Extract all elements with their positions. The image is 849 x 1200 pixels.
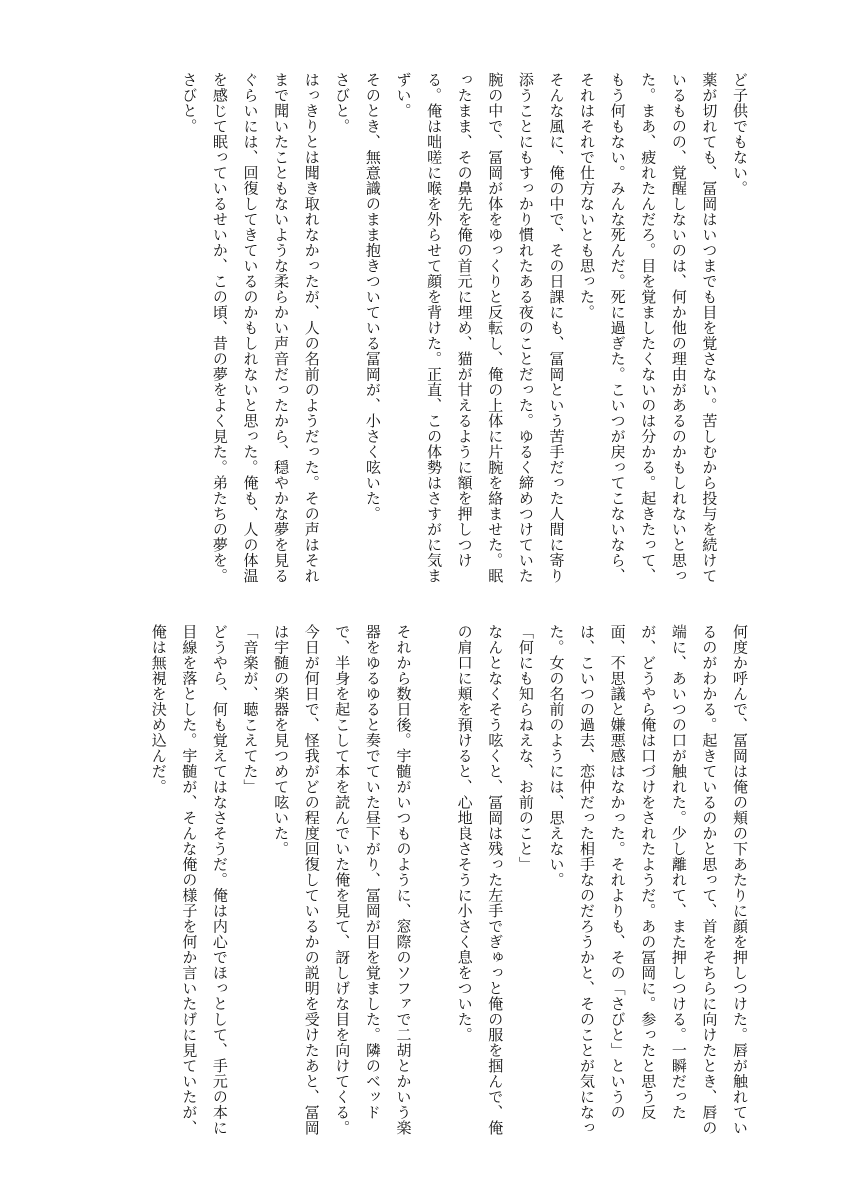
- upper-text-block: [95, 72, 755, 588]
- paragraph: 何度か呼んで、冨岡は俺の頬の下あたりに顔を押しつけた。唇が触れているのがわかる。起きているのかと思って、首をそちらに向けたとき、唇の端に、あいつの口が触れた。少し離れて、また押しつける。一瞬だったが、どうやら俺は口づけをされたようだ。あの冨岡に。参ったと思う反面、不思議と嫌悪感はなかった。それよりも、その「さびと」というのは、こいつの過去、恋仲だった相手なのだろうかと、そのことが気になった。女の名前のようには、思えない。: [547, 624, 749, 1136]
- paragraph: さびと。: [180, 72, 199, 134]
- paragraph: それから数日後。宇髄がいつものように、窓際のソファで二胡とかいう楽器をゆるゆると奏でていた昼下がり、冨岡が目を覚ました。隣のベッドで、半身を起こして本を読んでいた俺を見て、訝しげな目を向けてくる。今日が何日で、怪我がどの程度回復しているかの説明を受けたあと、冨岡は宇髄の楽器を見つめて呟いた。: [272, 624, 413, 1136]
- paragraph: ど子供でもない。: [731, 72, 749, 196]
- paragraph: 「何にも知らねえな、お前のこと」: [516, 624, 535, 872]
- lower-text-block: [95, 624, 755, 1140]
- paragraph: なんとなくそう呟くと、冨岡は残った左手でぎゅっと俺の服を掴んで、俺の肩口に頬を預けると、心地良さそうに小さく息をついた。: [455, 624, 505, 1136]
- blank-line: [418, 624, 449, 1140]
- paragraph: どうやら、何も覚えてはなさそうだ。俺は内心でほっとして、手元の本に目線を落とした。宇髄が、そんな俺の様子を何か言いたげに見ていたが、俺は無視を決め込んだ。: [149, 624, 229, 1136]
- paragraph: 薬が切れても、冨岡はいつまでも目を覚さない。苦しむから投与を続けているものの、覚醒しないのは、何か他の理由があるのかもしれないと思った。まあ、疲れたんだろ。目を覚ましたくないのは分かる。起きたって、もう何もない。みんな死んだ。死に過ぎた。こいつが戻ってこないなら、それはそれで仕方ないとも思った。: [578, 72, 719, 584]
- paragraph: そんな風に、俺の中で、その日課にも、冨岡という苦手だった人間に寄り添うことにもすっかり慣れたある夜のことだった。ゆるく締めつけていた腕の中で、冨岡が体をゆっくりと反転し、俺の上体に片腕を絡ませた。眠ったまま、その鼻先を俺の首元に埋め、猫が甘えるように額を押しつける。俺は咄嗟に喉を外らせて顔を背けた。正直、この体勢はさすがに気まずい。: [394, 72, 566, 584]
- paragraph: さびと。: [333, 72, 352, 134]
- paragraph: そのとき、無意識のまま抱きついている冨岡が、小さく呟いた。: [363, 72, 382, 522]
- paragraph: はっきりとは聞き取れなかったが、人の名前のようだった。その声はそれまで聞いたこともないような柔らかい声音だったから、穏やかな夢を見るぐらいには、回復してきているのかもしれないと思った。俺も、人の体温を感じて眠っているせいか、この頃、昔の夢をよく見た。弟たちの夢を。: [210, 72, 321, 584]
- paragraph: 「音楽が、聴こえてた」: [241, 624, 260, 795]
